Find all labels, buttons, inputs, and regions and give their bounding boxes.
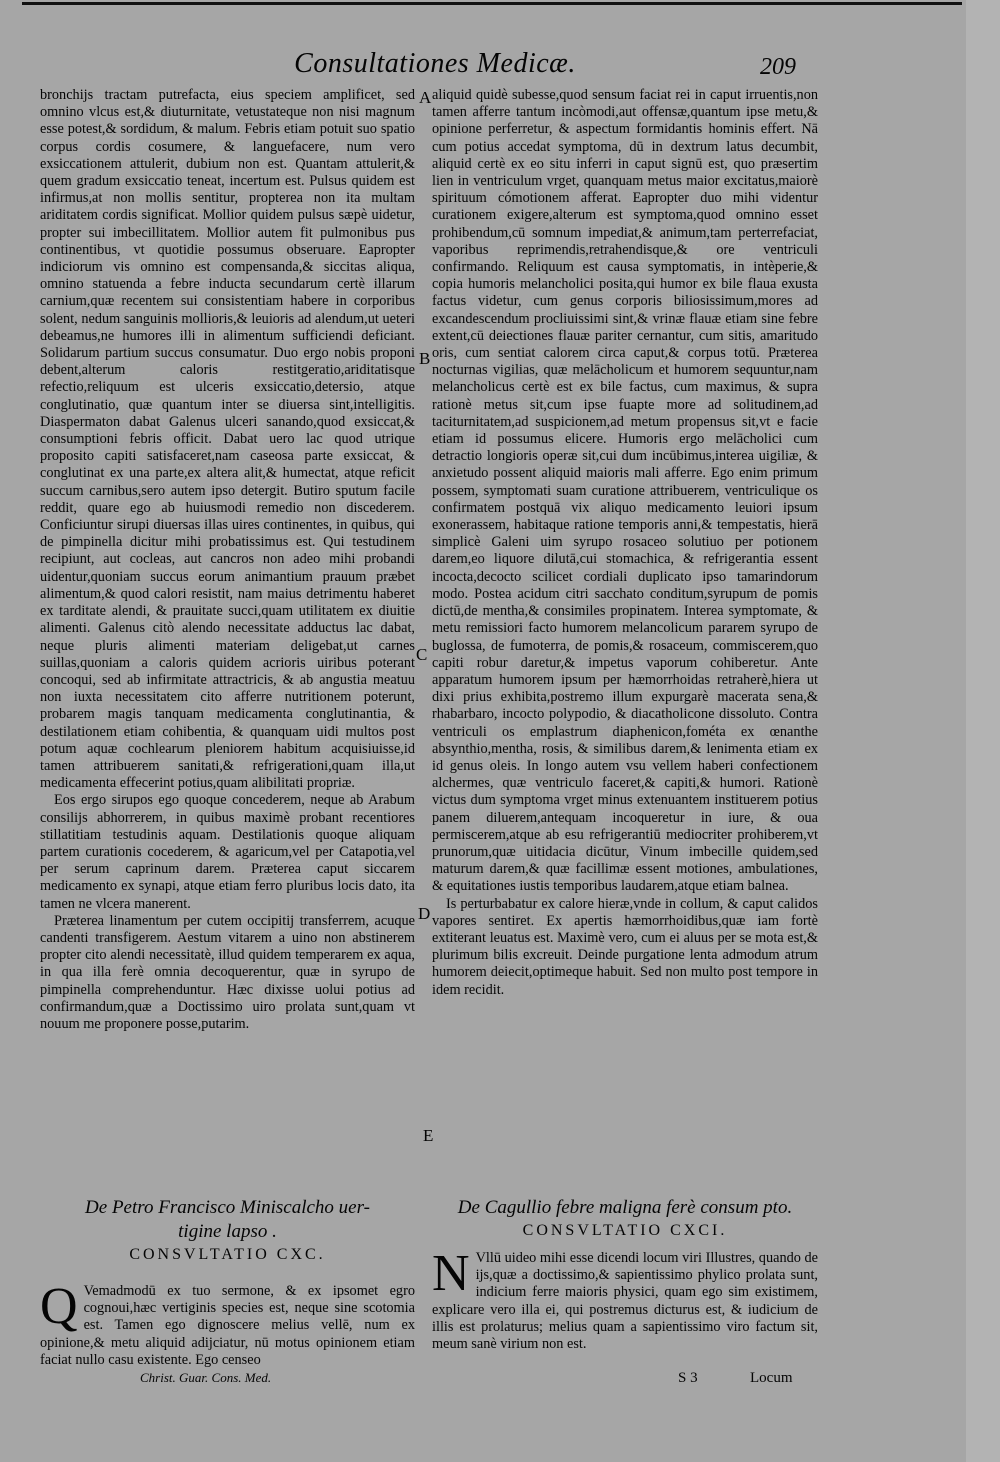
- right-section-heading: [432, 1196, 818, 1240]
- left-section-title-1: De Petro Francisco Miniscalcho uer-: [85, 1197, 370, 1218]
- margin-letter-c: C: [416, 645, 428, 664]
- signature-line: Christ. Guar. Cons. Med.: [140, 1370, 272, 1385]
- margin-letter-d: D: [418, 904, 431, 923]
- left-section-dropcap: Q: [40, 1278, 78, 1335]
- right-column: [432, 87, 818, 999]
- left-section-body: [40, 1278, 415, 1369]
- page-title: Consultationes Medicæ.: [294, 48, 576, 79]
- left-column-text: bronchijs tractam putrefacta, eius speciem amplificet, sed omnino vlcus est,& diuturnitate, vetustateque non nisi magnum esse potest,& sordidum, & malum. Febris etiam potuit suo spatio corpus cordis cosumere, & languefacere, num vero exsiccationem attulerit, dubium non est. Quantam attulerit,& quem gradum exsiccatio teneat, incertum est. Pulsus quidem est infirmus,at non mollis sentitur, propterea non ita multam ariditatem cordis significat. Mollior quidem pulsus sæpè uidetur, propter sui imbecillitatem. Mollior autem fit pulmonibus pus continentibus, vt quotidie possumus obseruare. Eapropter indiciorum vis omnino est compensanda,& siccitas aliqua, omnino statuenda a febre inducta secundarum certè illarum carnium,quæ recentem sui consistentiam habere in corporibus solent, nedum sanguinis mollioris,& leuioris ad alendum,ut ueteri debeamus,ne humores illi in alimentum sufficiendi deficiant. Solidarum partium succus consumatur. Duo ergo nobis proponi debent,alterum caloris restitgeratio,ariditatisque refectio,reliquum est ulceris exsiccatio,detersio, atque conglutinatio, quæ quantum inter se diuersa sint,intelligitis. Diaspermaton dabat Galenus ulceri sanando,quod exsiccat,& consumptioni febris officit. Dabat uero lac quod utrique proposito capiti satisfaceret,nam caseosa parte exsiccat, & conglutinat ex una parte,ex altera alit,& humectat, atque reficit succum carnibus,sero autem ipso detergit. Butiro sputum facile reddit, quare ego ab huiusmodi remedio non discederem. Conficiuntur sirupi diuersas illas uires continentes, in quibus, qui de pimpinella dicitur mihi probatissimus est. Qui testudinem recipiunt, aut cocleas, aut cancros non adeo mihi probandi uidentur,quoniam succus eorum animantium prauum præbet alimentum,& quod calori resistit, nam maius detrimentu haberet ex tarditate alendi, & prauitate succi,quam utilitatem ex diuitie alimenti. Galenus citò alendo necessitate adductus lac dabat, neque pluris alimenti materiam deligebat,ut carnes suillas,quoniam a caloris quidem acrioris uiribus poterant concoqui, sed ab infirmitate attractricis, & ab angustia meatuu non iuxta necessitatem cito afferre nutritionem poterunt, probarem magis tanquam medicamenta conglutinantia, & destilationem etiam cohibentia, & quanquam uidi multos post potum aquæ cochlearum pleniorem habitum acquisiuisse,id tamen attribuerem sanitati,& refrigerationi,quam illa,ut medicamenta effecerint potius,quam alibilitati propriæ.: [40, 87, 415, 792]
- left-section-text: Vemadmodū ex tuo sermone, & ex ipsomet egro cognoui,hæc vertiginis species est, neque sine scotomia est. Tamen ego dignoscere melius vellē, num ex opinione,& metu aliquid adijciatur, nū motus opinionem etiam faciat nullo casu existente. Ego censeo: [40, 1283, 415, 1368]
- right-section-consultatio: CONSVLTATIO CXCI.: [522, 1222, 728, 1239]
- signature-mark: S 3: [678, 1370, 698, 1386]
- right-column-text: aliquid quidè subesse,quod sensum faciat rei in caput irruentis,non tamen afferre tantum incòmodi,aut offensæ,quantum ipse metu,& opinione perferretur, & aspectum formidantis hominis effert. Nā cum potius accedat symptoma, dū in dextrum latus decumbit, aliquid certè ex eo situ inferri in caput signū est, quo præsertim lien in ventriculum vrget, quanquam metus maior excitatus,maiorè spirituum cómotionem afferat. Eapropter duo mihi videntur curationem exigere,alterum est symptoma,quod omnino esset prohibendum,cū somnum impediat,& animum,tam perterrefaciat, vaporibus reprimendis,retrahendisque,& ore ventriculi confirmando. Reliquum est causa symptomatis, in intèperie,& copia humoris melancholici posita,qui humor ex bile flaua exusta factus videtur, cum genus corporis biliosissimum,mores ad excandescendum procliuissimi sint,& vrinæ flauæ etiam sine febre extent,cū deiectiones flauæ pariter cernantur, cum sitis, amaritudo oris, cum sentiat calorem circa caput,& corpus totū. Præterea nocturnas vigilias, quæ melācholicum et humorem sequuntur,nam melancholicus certè est ex bile factus, cum maximus, & supra rationè metus sit,cum ipse fuapte more ad solitudinem,ad taciturnitatem,ad suspicionem,ad metum propensus sit,vt e facie etiam id possumus elicere. Humoris ergo melācholici cum detractio longioris operæ sit,cui dum incūbimus,interea uigiliæ, & anxietudo possent aliquid maioris mali afferre. Ego enim primum possem, symptomati suam curatione attribuerem, ventriculique os confirmatem postquā vix aliquo medicamento leuiori ipsum exonerassem, habitaque ratione temporis anni,& tempestatis, hierā simplicè Galeni uim syrupo rosaceo solutiuo per potionem darem,eo liquore dilutā,cui stomachica, & refrigerantia essent incocta,decocto scilicet cordiali duplicato ipso tamarindorum modo. Postea acidum citri sacchato conditum,syrupum de pomis dictū,de mentha,& consimiles propinatem. Interea symptomate, & metu remissiori facto humorem melancolicum pararem syrupo de buglossa, de fumoterra, de pomis,& rosaceum, commiscerem,quo capiti robur daretur,& impetus vaporum cohiberetur. Ante apparatum humorem ipsum per hæmorrhoidas retraherè,hiera ut dixi prius exhibita,postremo illum expurgarè macerata sena,& rhabarbaro, incocto polypodio, & diacatholicone dissoluto. Contra ventriculi os emplastrum diaphenicon,fométa ex œnanthe absynthio,mentha, rosis, & similibus darem,& lenimenta etiam ex id genus oleis. In longo autem vsu vellem haberi confectionem alchermes, quæ ventriculo faceret,& capiti,& humori. Rationè victus dum symptoma vrget minus extenuantem instituerem potius panem diluerem,antequam incoqueretur in iure, & oua permiscerem,atque ab esu refrigerantiū mediocriter prohiberem,vt prunorum,quæ uitidacia dicūtur, Vinum imbecille quidem,sed maturum darem,& quæ facillimæ essent motiones, ambulationes, & equitationes iustis temporibus laudarem,atque etiam balnea.: [432, 87, 818, 895]
- left-section-title-2: tigine lapso .: [178, 1221, 277, 1242]
- right-section-text: Vllū uideo mihi esse dicendi locum viri Illustres, quando de ijs,quæ a doctissimo,& sapientissimo phylico prolata sunt, indicium ferre maioris physici, quam ego sim existimem, explicare vero illa ei, qui postremus dicturus est, & iudicium de illis est prolaturus; melius quam a sapientissimo viro factum sit, meum sanè virium non est.: [432, 1250, 818, 1353]
- top-rule: [22, 2, 962, 5]
- right-section-dropcap: N: [432, 1245, 470, 1302]
- page-number: 209: [760, 54, 796, 80]
- left-column: [40, 87, 415, 1033]
- margin-letter-e: E: [423, 1126, 434, 1145]
- catchword: Locum: [750, 1370, 793, 1386]
- right-section-body: [432, 1245, 818, 1353]
- left-section-consultatio: CONSVLTATIO CXC.: [129, 1246, 326, 1263]
- page-edge-shadow: [966, 0, 1000, 1462]
- margin-letter-a: A: [419, 88, 432, 107]
- left-column-text-2: Eos ergo sirupos ego quoque concederem, neque ab Arabum consilijs abhorrerem, in quibus maximè probant recentiores stillatitiam testudinis aquam. Destilationis quoque aliquam partem curationis cocederem, & agaricum,vel per Catapotia,vel per serum caprinum darem. Præterea caput siccarem medicamento ex synapi, atque etiam ferro pluribus locis dato, ita tamen ne vlcera manerent.: [40, 792, 415, 912]
- left-section-heading: [40, 1196, 415, 1264]
- right-column-text-2: Is perturbabatur ex calore hieræ,vnde in collum, & caput calidos vapores sentiret. Ex apertis hæmorrhoidibus,quæ iam fortè extiterant leuatus est. Maximè vero, cum ei aluus per se mota est,& plurimum bilis excreuit. Deinde purgatione lenta admodum atrum humorem deiecit,optimeque habuit. Sed non multo post tempore in idem recidit.: [432, 895, 818, 998]
- margin-letter-b: B: [419, 349, 431, 368]
- right-section-title: De Cagullio febre maligna ferè consum pto.: [457, 1197, 793, 1218]
- left-column-text-3: Præterea linamentum per cutem occipitij transferrem, acuque candenti transfigerem. Aestum vitarem a uino non abstinerem propter cito alendi necessitatè, illud quidem temperarem ex aqua, in qua illa ferè omnia decoquerentur, quæ in syrupo de pimpinella comprehenduntur. Hæc dixisse uolui potius ad confirmandum,quæ a Doctissimo uiro prolata sunt,quam vt nouum me proponere posse,putarim.: [40, 912, 415, 1032]
